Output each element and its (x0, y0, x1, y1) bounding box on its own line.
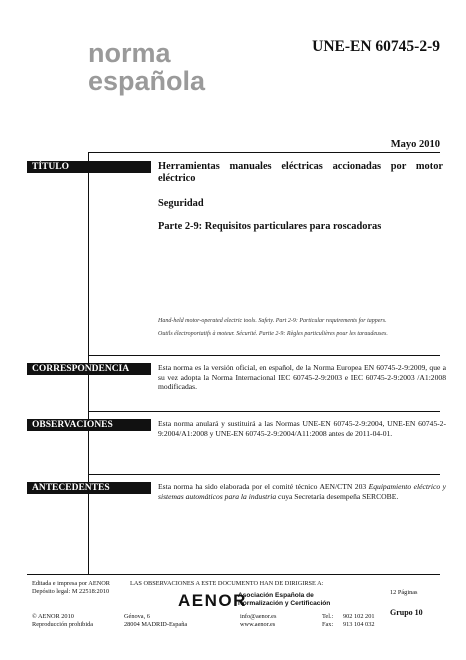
aenor-logo-subtitle-line-2: Normalización y Certificación (238, 600, 331, 607)
antecedentes-top-rule (88, 474, 440, 475)
footer-fax: 913 104 032 (343, 621, 375, 628)
section-label-observaciones: OBSERVACIONES (27, 419, 151, 431)
footer-deposito: Depósito legal: M 22518:2010 (32, 588, 110, 595)
brand-line-1: norma (88, 38, 171, 68)
antecedentes-text-end: cuya Secretaría desempeña SERCOBE. (276, 491, 399, 501)
observaciones-top-rule (88, 411, 440, 412)
footer-address-street: Génova, 6 (124, 613, 150, 620)
footer-reproduction: Reproducción prohibida (32, 621, 94, 628)
footer-tel-label: Tel.: (322, 613, 334, 620)
english-title: Hand-held motor-operated electric tools. Safety. Part 2-9: Particular requirements for tappers. (158, 318, 387, 324)
document-subtitle: Seguridad (158, 198, 204, 209)
titulo-top-rule (88, 152, 440, 153)
antecedentes-committee-name: Equipamiento eléctrico y sistemas automáticos para la industria (158, 482, 446, 501)
footer-fax-label: Fax: (322, 621, 334, 628)
footer-tel: 902 102 201 (343, 613, 375, 620)
antecedentes-text-start: Esta norma ha sido elaborada por el comité técnico AEN/CTN 203 (158, 482, 369, 491)
observaciones-text: Esta norma anulará y sustituirá a las Normas UNE-EN 60745-2-9:2004, UNE-EN 60745-2-9:2004/A1:2008 y UNE-EN 60745-2-9:2004/A11:2008 antes de 2011-04-01. (158, 419, 446, 438)
price-group: Grupo 10 (390, 608, 423, 617)
footer-website[interactable]: www.aenor.es (240, 621, 276, 628)
document-part-title: Parte 2-9: Requisitos particulares para roscadoras (158, 221, 382, 232)
footer-email[interactable]: info@aenor.es (240, 613, 277, 620)
brand-line-2: española (88, 66, 206, 96)
antecedentes-text (158, 482, 446, 501)
footer-notice: LAS OBSERVACIONES A ESTE DOCUMENTO HAN DE DIRIGIRSE A: (130, 580, 324, 587)
correspondencia-text: Esta norma es la versión oficial, en español, de la Norma Europea EN 60745-2-9:2009, que a su vez adopta la Norma Internacional IEC 60745-2-9:2003 e IEC 60745-2-9:2003 /A1:2008 modificadas. (158, 363, 446, 391)
footer-address-city: 28004 MADRID-España (124, 621, 188, 628)
section-label-correspondencia: CORRESPONDENCIA (27, 363, 151, 375)
publication-date: Mayo 2010 (390, 139, 440, 150)
aenor-logo: AENOR (178, 591, 247, 610)
standard-code: UNE-EN 60745-2-9 (312, 38, 440, 55)
correspondencia-top-rule (88, 355, 440, 356)
footer-edited: Editada e impresa por AENOR (32, 580, 110, 587)
aenor-logo-subtitle (238, 592, 330, 608)
page-count: 12 Páginas (390, 589, 418, 596)
french-title: Outils électroportatifs à moteur. Sécurité. Partie 2-9: Règles particulières pour les taraudeuses. (158, 331, 388, 337)
footer-top-rule (27, 574, 440, 575)
section-label-antecedentes: ANTECEDENTES (27, 482, 151, 494)
section-label-titulo: TÍTULO (27, 161, 151, 173)
document-title: Herramientas manuales eléctricas accionadas por motor eléctrico (158, 161, 443, 184)
aenor-logo-subtitle-line-1: Asociación Española de (238, 592, 314, 599)
footer-copyright: © AENOR 2010 (32, 613, 74, 620)
